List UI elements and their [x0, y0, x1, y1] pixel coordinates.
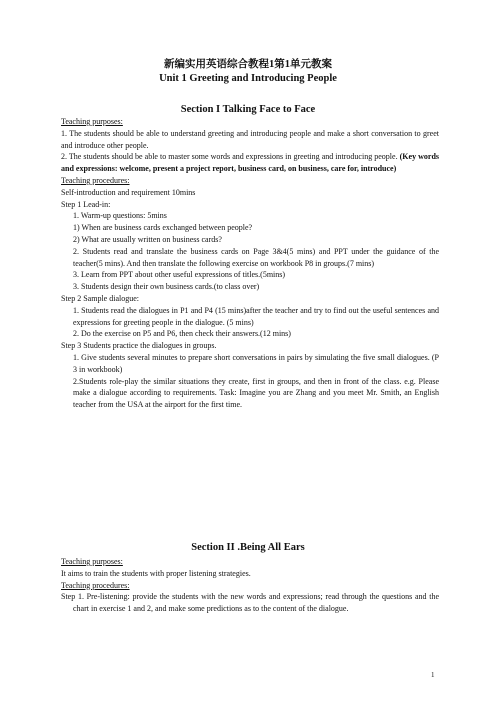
purpose-item — [61, 151, 439, 175]
document-title-english: Unit 1 Greeting and Introducing People — [159, 73, 337, 84]
step-item: 3. Learn from PPT about other useful expressions of titles.(5mins) — [73, 270, 286, 280]
page-number: 1 — [431, 671, 435, 679]
question-item: 2) What are usually written on business cards? — [73, 234, 222, 244]
teaching-procedures-label: Teaching procedures: — [61, 580, 130, 590]
question-item: 1) When are business cards exchanged between people? — [73, 223, 253, 233]
section-1-heading: Section I Talking Face to Face — [180, 104, 316, 115]
step-heading: Step 2 Sample dialogue: — [61, 293, 139, 303]
intro-line: Self-introduction and requirement 10mins — [61, 187, 196, 197]
step-item: 3. Students design their own business cards.(to class over) — [73, 282, 260, 292]
teaching-purposes-label: Teaching purposes: — [61, 117, 123, 126]
step-item: Step 1. Pre-listening: provide the students with the new words and expressions; read through the questions and the chart in exercise 1 and 2, and make some predictions as to the content of the dialogue. — [61, 592, 439, 614]
step-item: 1. Students read the dialogues in P1 and P4 (15 mins)after the teacher and try to find out the useful sentences and expressions for greeting people in the dialogue. (5 mins) — [73, 305, 439, 327]
step-item: 2. Do the exercise on P5 and P6, then check their answers.(12 mins) — [73, 329, 291, 339]
purpose-item: 1. The students should be able to understand greeting and introducing people and make a short conversation to greet and introduce other people. — [61, 128, 439, 150]
step-item: 2.Students role-play the similar situations they create, first in groups, and then in front of the class. e.g. Please make a dialogue according to requirements. Task: Imagine you are Zhang and you meet Mr. Smith, an English teacher from the USA at the airport for the first time. — [73, 376, 439, 410]
section-2-body — [61, 556, 439, 615]
document-title-block — [0, 58, 496, 86]
section-2-heading: Section II .Being All Ears — [191, 542, 305, 553]
step-heading: Step 3 Students practice the dialogues in groups. — [61, 341, 217, 351]
purpose-item: It aims to train the students with proper listening strategies. — [61, 568, 251, 578]
teaching-purposes-label: Teaching purposes: — [61, 557, 123, 566]
key-words-text: (Key words and expressions: welcome, present a project report, business card, on business, care for, introduce) — [61, 152, 440, 174]
section-1-body — [61, 116, 439, 411]
step-item: 2. Students read and translate the business cards on Page 3&4(5 mins) and PPT under the guidance of the teacher(5 mins). And then translate the following exercise on workbook P8 in groups.(7 mins) — [73, 246, 439, 268]
step-item: 1. Warm-up questions: 5mins — [73, 211, 167, 221]
step-heading: Step 1 Lead-in: — [61, 199, 111, 209]
purpose-text: 2. The students should be able to master some words and expressions in greeting and introducing people. — [61, 152, 400, 162]
document-title-chinese: 新编实用英语综合教程1第1单元教案 — [164, 59, 332, 70]
step-item: 1. Give students several minutes to prepare short conversations in pairs by simulating the five small dialogues. (P 3 in workbook) — [73, 352, 439, 374]
teaching-procedures-label: Teaching procedures: — [61, 175, 130, 185]
